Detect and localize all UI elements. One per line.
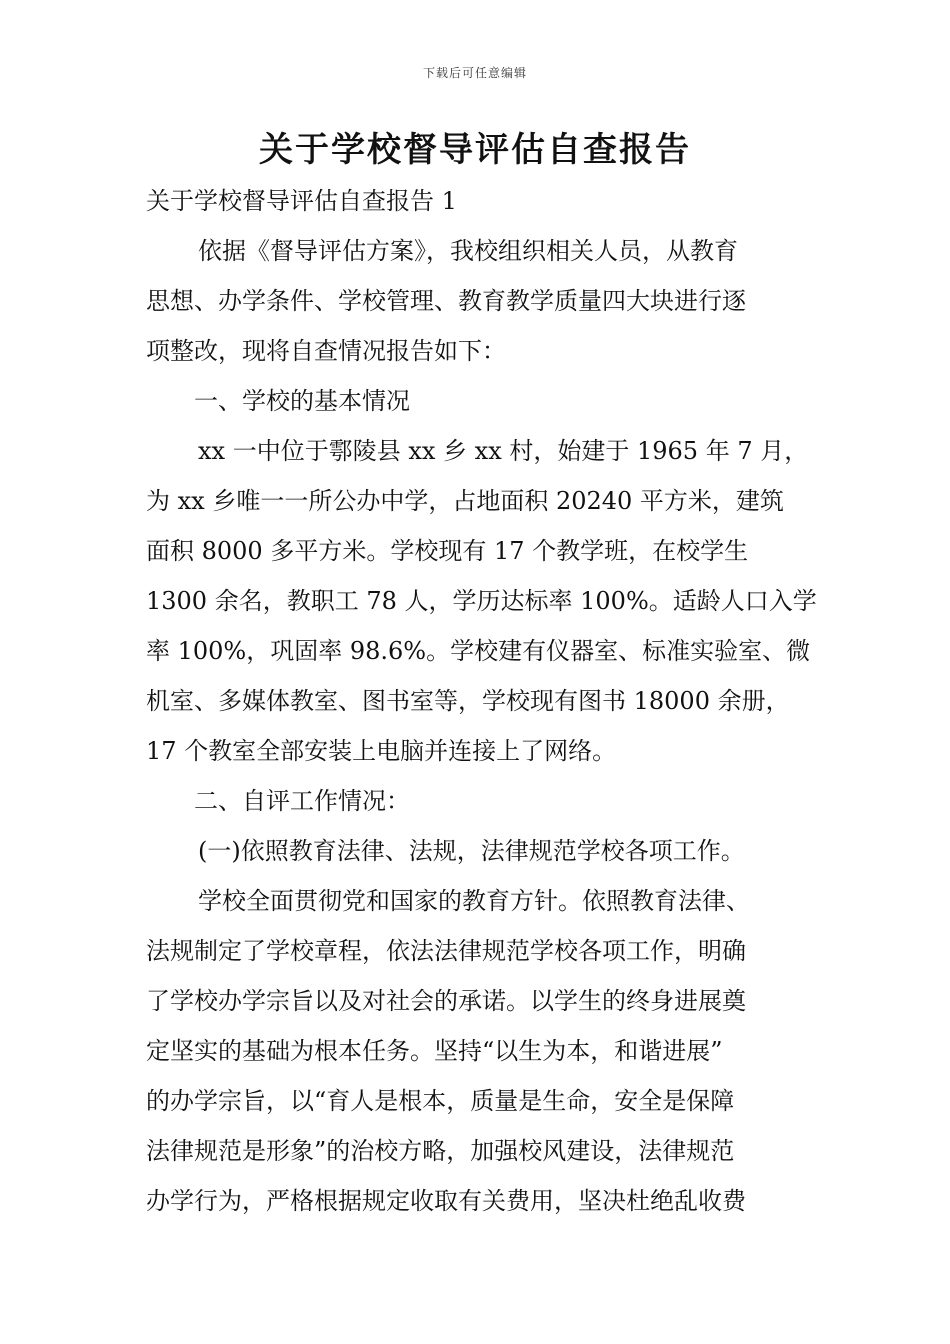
paragraph-line: 定坚实的基础为根本任务。坚持“以生为本，和谐进展” bbox=[146, 1037, 723, 1065]
paragraph-line: 率 100%，巩固率 98.6%。学校建有仪器室、标准实验室、微 bbox=[146, 637, 811, 665]
paragraph-line: 办学行为，严格根据规定收取有关费用，坚决杜绝乱收费 bbox=[146, 1187, 746, 1215]
paragraph-line: 法律规范是形象”的治校方略，加强校风建设，法律规范 bbox=[146, 1137, 735, 1165]
document-body bbox=[146, 176, 816, 1226]
paragraph-line: 机室、多媒体教室、图书室等，学校现有图书 18000 余册， bbox=[146, 687, 790, 715]
section-heading: 二、自评工作情况： bbox=[194, 787, 410, 815]
section-heading: 一、学校的基本情况 bbox=[194, 387, 410, 415]
paragraph-line: 17 个教室全部安装上电脑并连接上了网络。 bbox=[146, 737, 617, 765]
paragraph-line: 学校全面贯彻党和国家的教育方针。依照教育法律、 bbox=[198, 887, 750, 915]
paragraph-line: 为 xx 乡唯一一所公办中学，占地面积 20240 平方米，建筑 bbox=[146, 487, 784, 515]
subsection-heading: (一)依照教育法律、法规，法律规范学校各项工作。 bbox=[198, 837, 745, 865]
paragraph-line: 项整改，现将自查情况报告如下： bbox=[146, 337, 506, 365]
paragraph-line: xx 一中位于鄠陵县 xx 乡 xx 村，始建于 1965 年 7 月， bbox=[198, 437, 809, 465]
paragraph-line: 法规制定了学校章程，依法法律规范学校各项工作，明确 bbox=[146, 937, 746, 965]
document-title: 关于学校督导评估自查报告 bbox=[259, 130, 691, 170]
paragraph-line: 的办学宗旨，以“育人是根本，质量是生命，安全是保障 bbox=[146, 1087, 735, 1115]
paragraph-line: 1300 余名，教职工 78 人，学历达标率 100%。适龄人口入学 bbox=[146, 587, 817, 615]
paragraph-line: 思想、办学条件、学校管理、教育教学质量四大块进行逐 bbox=[146, 287, 746, 315]
paragraph-line: 依据《督导评估方案》，我校组织相关人员，从教育 bbox=[198, 237, 738, 265]
section-subtitle: 关于学校督导评估自查报告 1 bbox=[146, 187, 457, 215]
paragraph-line: 面积 8000 多平方米。学校现有 17 个教学班，在校学生 bbox=[146, 537, 749, 565]
paragraph-line: 了学校办学宗旨以及对社会的承诺。以学生的终身进展奠 bbox=[146, 987, 746, 1015]
header-note: 下载后可任意编辑 bbox=[422, 66, 527, 80]
